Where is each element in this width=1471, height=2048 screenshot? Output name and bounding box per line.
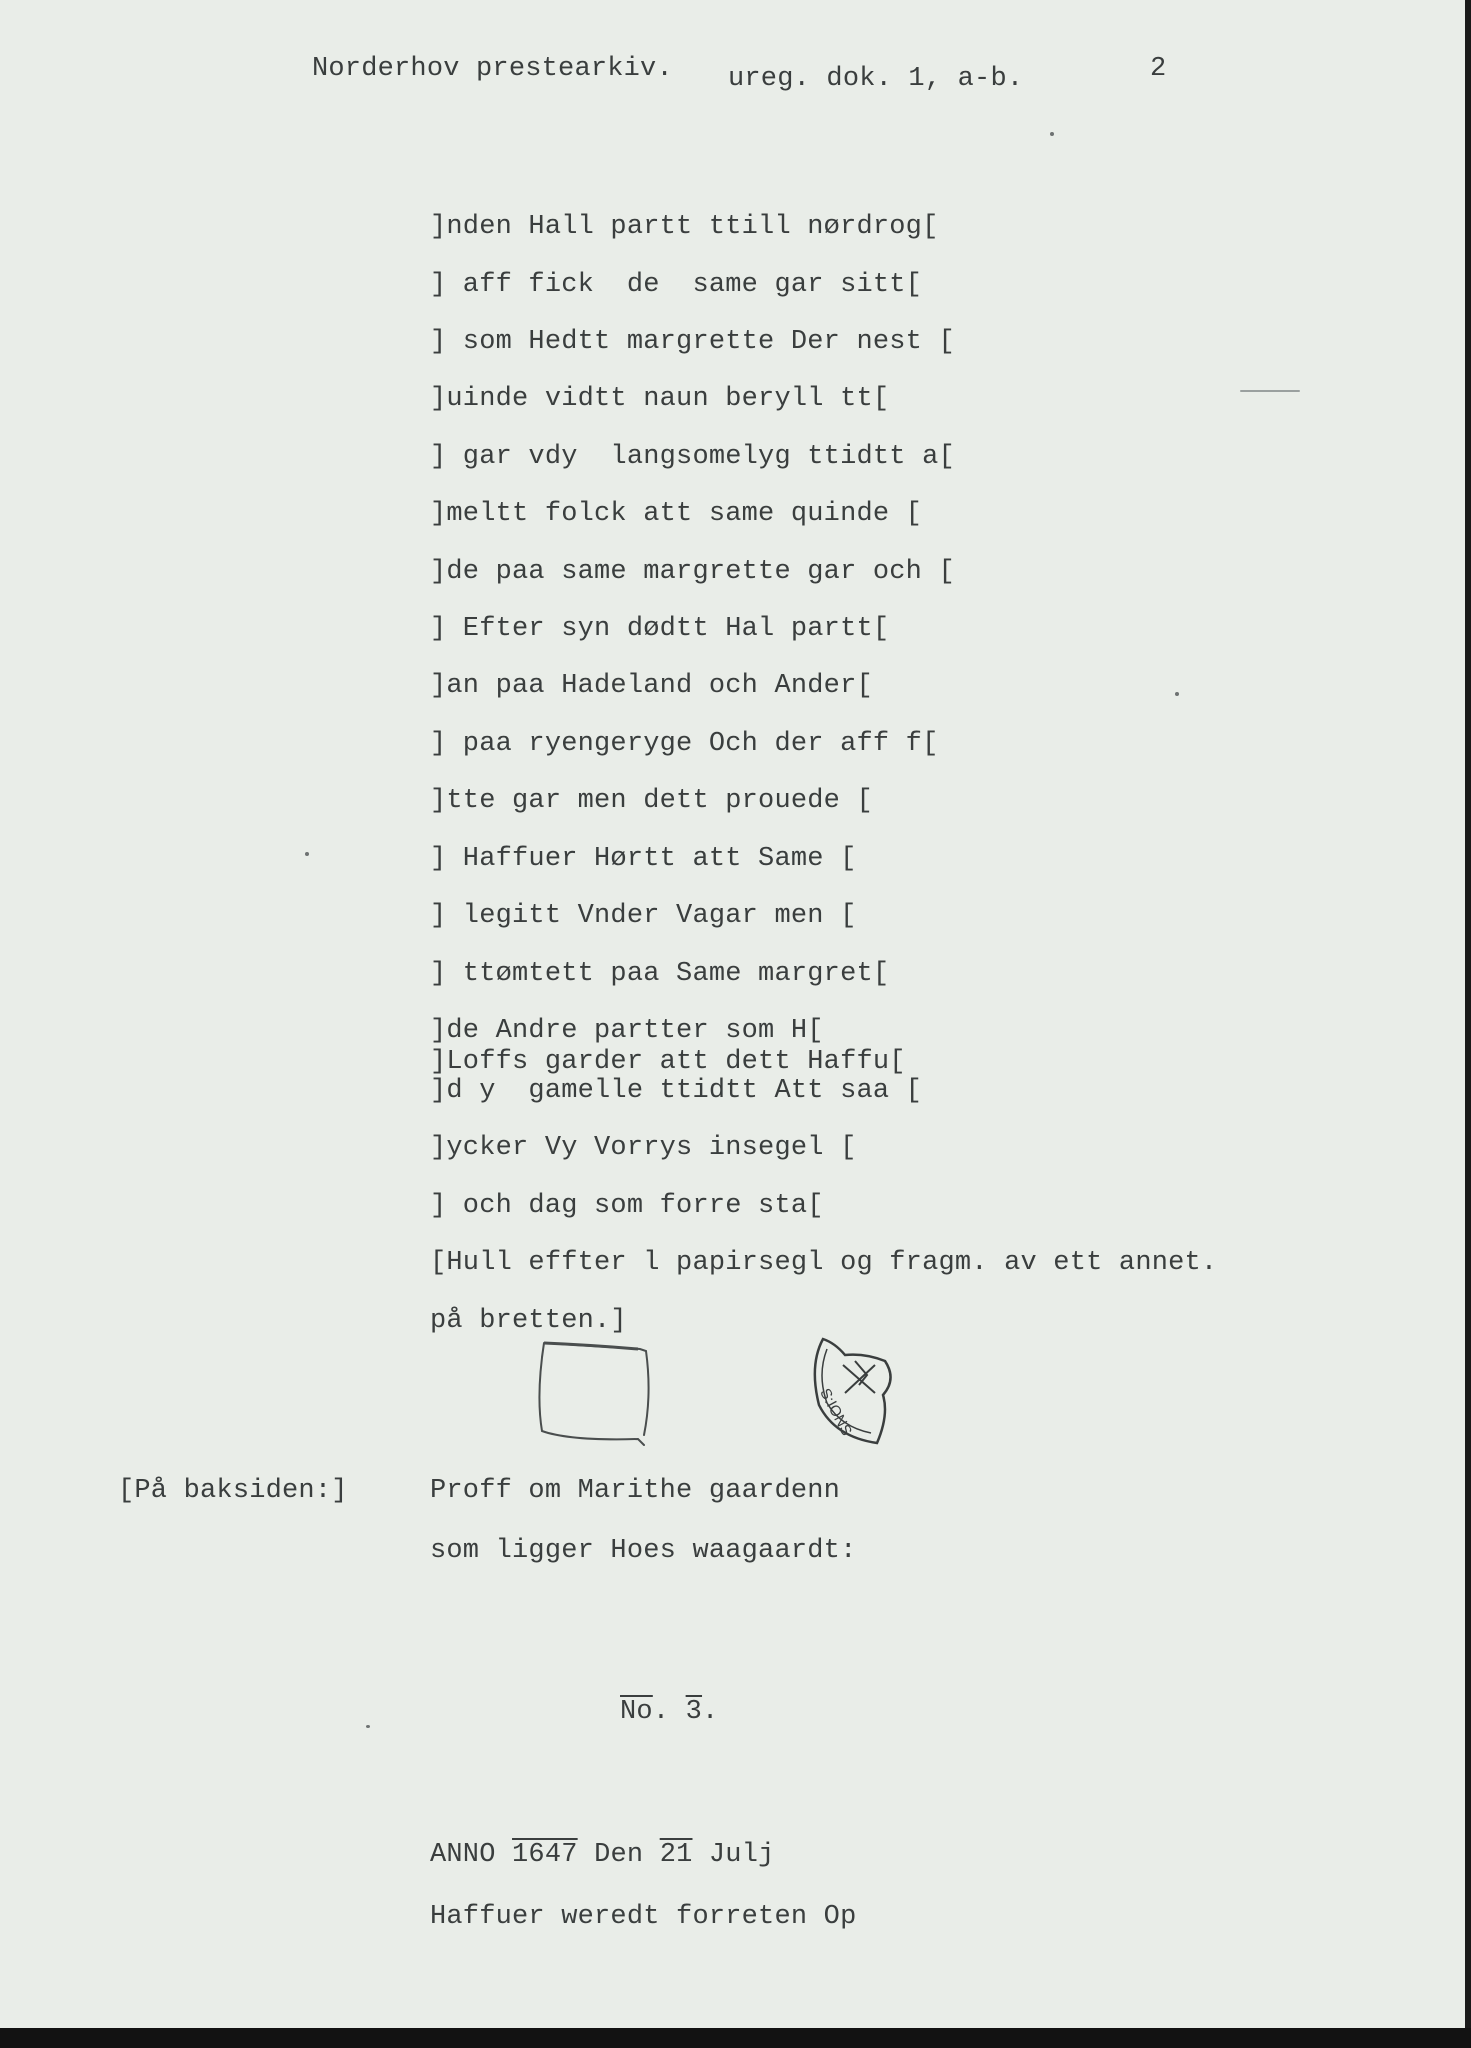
- document-number: [620, 1695, 718, 1729]
- anno-month: Julj: [708, 1840, 775, 1870]
- transcript-line: ]uinde vidtt naun beryll tt[: [430, 384, 890, 414]
- paper-speck: [1050, 132, 1054, 136]
- paper-mark: [1240, 390, 1300, 392]
- anno-day: 21: [659, 1840, 693, 1870]
- seal-sketches: [530, 1335, 910, 1455]
- number-prefix: $\overline{No}$: [620, 1697, 653, 1727]
- anno-word: ANNO: [430, 1840, 496, 1870]
- transcript-line: ] legitt Vnder Vagar men [: [430, 901, 857, 931]
- transcript-line: ] som Hedtt margrette Der nest [: [430, 327, 955, 357]
- number-end: .: [702, 1697, 719, 1727]
- header-archive-name: Norderhov prestearkiv.: [312, 54, 673, 84]
- transcript-line: ] Haffuer Hørtt att Same [: [430, 844, 857, 874]
- transcript-line: ]d y gamelle ttidtt Att saa [: [430, 1076, 923, 1106]
- transcript-line: ] och dag som forre sta[: [430, 1191, 824, 1221]
- transcript-line: ]nden Hall partt ttill nørdrog[: [430, 212, 939, 242]
- transcript-line: ]meltt folck att same quinde [: [430, 499, 923, 529]
- transcript-line: ] ttømtett paa Same margret[: [430, 959, 890, 989]
- header-page-number: 2: [1150, 54, 1167, 84]
- transcript-line: ]an paa Hadeland och Ander[: [430, 671, 873, 701]
- closing-line: Haffuer weredt forreten Op: [430, 1902, 857, 1932]
- anno-line: [430, 1838, 775, 1872]
- paper-speck: [366, 1725, 370, 1728]
- number-value: 3: [685, 1697, 703, 1727]
- transcript-line: ] aff fick de same gar sitt[: [430, 270, 923, 300]
- editorial-note-line: [Hull effter l papirsegl og fragm. av ett annet.: [430, 1248, 1218, 1278]
- transcript-line: ] Efter syn dødtt Hal partt[: [430, 614, 890, 644]
- back-side-line: som ligger Hoes waagaardt:: [430, 1536, 857, 1566]
- scan-border-right: [1465, 0, 1471, 2048]
- editorial-note-line: på bretten.]: [430, 1306, 627, 1336]
- transcript-line: ]ycker Vy Vorrys insegel [: [430, 1133, 857, 1163]
- transcript-line: ]de Andre partter som H[: [430, 1016, 824, 1046]
- paper-speck: [305, 852, 309, 856]
- anno-den: Den: [594, 1840, 644, 1870]
- transcript-line: ] gar vdy langsomelyg ttidtt a[: [430, 442, 955, 472]
- anno-year: 1647: [512, 1840, 578, 1870]
- header-document-reference: ureg. dok. 1, a-b.: [728, 64, 1024, 94]
- scan-border-bottom: [0, 2028, 1471, 2048]
- seal-inscription: S:IONS: [816, 1385, 856, 1439]
- transcript-line: ]Loffs garder att dett Haffu[: [430, 1047, 906, 1077]
- back-side-line: Proff om Marithe gaardenn: [430, 1476, 841, 1506]
- wax-seal-fragment-icon: [815, 1339, 891, 1443]
- back-side-label: [På baksiden:]: [118, 1476, 348, 1506]
- number-dot: .: [652, 1697, 670, 1727]
- transcript-line: ]de paa same margrette gar och [: [430, 557, 955, 587]
- transcript-line: ]tte gar men dett prouede [: [430, 786, 873, 816]
- paper-speck: [1175, 692, 1179, 696]
- transcript-line: ] paa ryengeryge Och der aff f[: [430, 729, 939, 759]
- paper-seal-outline-icon: [539, 1343, 648, 1445]
